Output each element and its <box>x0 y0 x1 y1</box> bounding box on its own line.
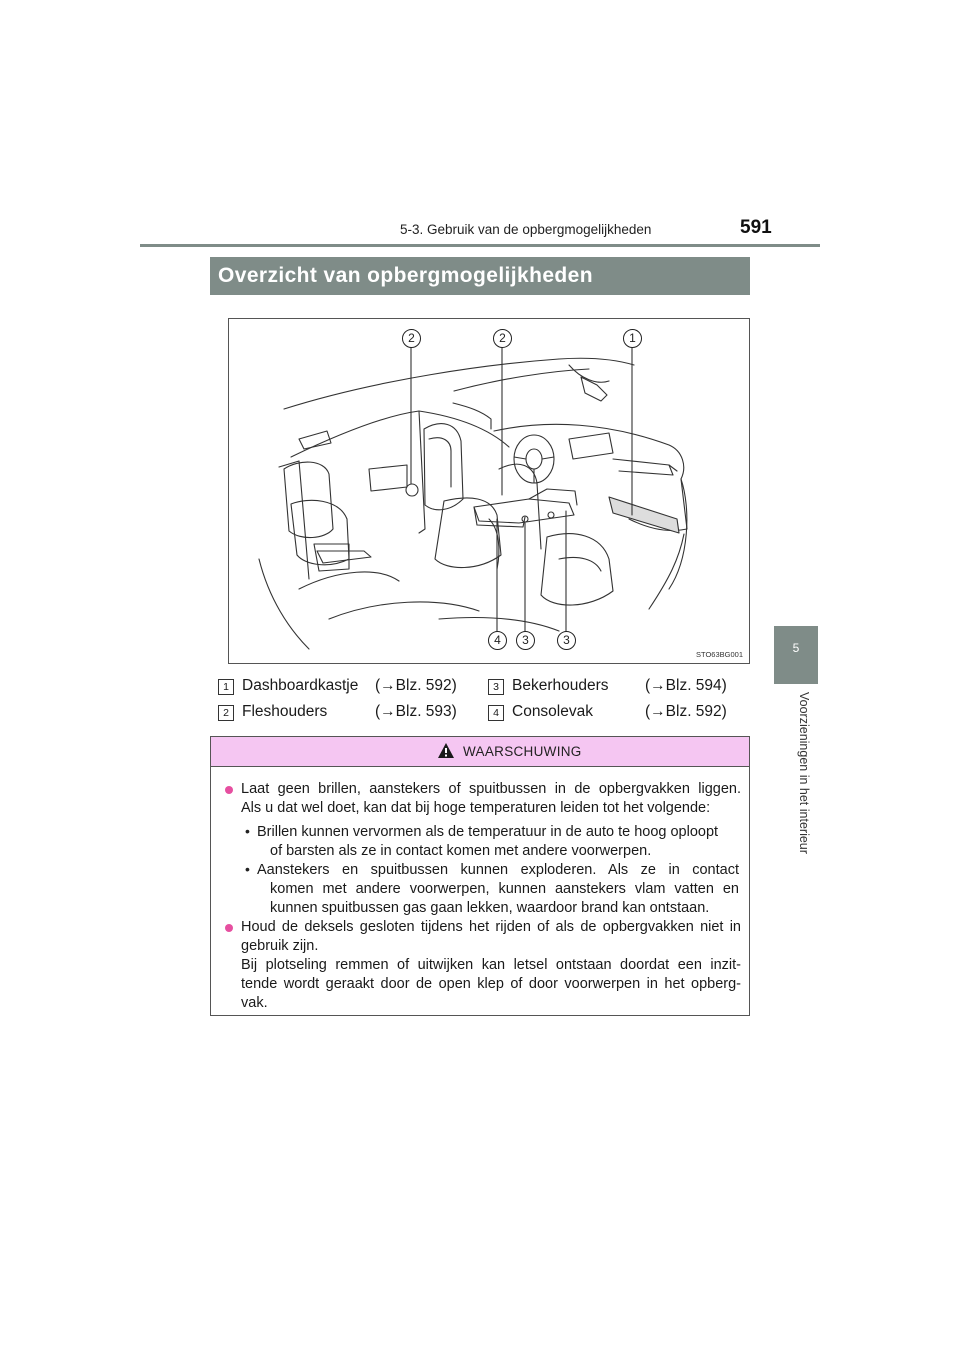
warning-box <box>210 736 750 1016</box>
page-reference[interactable]: (→Blz. 594) <box>645 677 727 694</box>
callout-fleshouders-1: 2 <box>402 329 421 348</box>
page-reference[interactable]: (→Blz. 592) <box>645 703 727 720</box>
legend-number: 4 <box>488 705 504 721</box>
bullet-icon <box>225 786 233 794</box>
legend-label: Dashboardkastje <box>242 677 359 694</box>
section-heading: 5-3. Gebruik van de opbergmogelijkheden <box>400 222 652 237</box>
warning-line: komen met andere voorwerpen, kunnen aanstekers vlam vatten en <box>270 881 739 897</box>
page-reference[interactable]: (→Blz. 593) <box>375 703 457 720</box>
warning-line: gebruik zijn. <box>241 938 319 954</box>
warning-line: Laat geen brillen, aanstekers of spuitbussen in de opbergvakken liggen. <box>241 781 741 797</box>
legend-item-fleshouders <box>218 703 468 725</box>
warning-line: vak. <box>241 995 268 1011</box>
warning-line: Bij plotseling remmen of uitwijken kan letsel ontstaan doordat een inzit- <box>241 957 741 973</box>
warning-line: Houd de deksels gesloten tijdens het rijden of als de opbergvakken niet in <box>241 919 741 935</box>
warning-line: tende wordt geraakt door de open klep of door voorwerpen in het opberg- <box>241 976 741 992</box>
interior-illustration <box>228 318 750 664</box>
warning-line: Als u dat wel doet, kan dat bij hoge temperaturen leiden tot het volgende: <box>241 800 711 816</box>
warning-line: of barsten als ze in contact komen met andere voorwerpen. <box>270 843 652 859</box>
car-interior-drawing <box>229 319 749 663</box>
legend-item-consolevak <box>488 703 738 725</box>
warning-line: kunnen spuitbussen gas gaan lekken, waardoor brand kan ontstaan. <box>270 900 710 916</box>
callout-fleshouders-2: 2 <box>493 329 512 348</box>
chapter-tab <box>774 626 818 684</box>
page-number: 591 <box>740 217 772 238</box>
bullet-icon <box>225 924 233 932</box>
callout-dashboardkastje: 1 <box>623 329 642 348</box>
legend-number: 3 <box>488 679 504 695</box>
sub-bullet-icon: • <box>245 823 250 839</box>
warning-header <box>211 737 749 767</box>
page-reference[interactable]: (→Blz. 592) <box>375 677 457 694</box>
warning-triangle-icon <box>437 742 455 759</box>
legend-item-dashboardkastje <box>218 677 468 699</box>
figure-code: STO63BG001 <box>696 650 743 659</box>
warning-line: Aanstekers en spuitbussen kunnen exploderen. Als ze in contact <box>257 862 739 878</box>
warning-line: Brillen kunnen vervormen als de temperatuur in de auto te hoog oploopt <box>257 824 719 840</box>
callout-consolevak: 4 <box>488 631 507 650</box>
legend-label: Bekerhouders <box>512 677 609 694</box>
legend-number: 2 <box>218 705 234 721</box>
page-title: Overzicht van opbergmogelijkheden <box>210 257 750 295</box>
header-divider <box>140 244 820 247</box>
sub-bullet-icon: • <box>245 861 250 877</box>
legend-label: Consolevak <box>512 703 593 720</box>
chapter-number: 5 <box>792 641 800 655</box>
legend-item-bekerhouders <box>488 677 738 699</box>
callout-bekerhouders-2: 3 <box>557 631 576 650</box>
callout-bekerhouders-1: 3 <box>516 631 535 650</box>
chapter-label: Voorzieningen in het interieur <box>797 692 811 854</box>
warning-title: WAARSCHUWING <box>463 744 582 759</box>
legend-label: Fleshouders <box>242 703 328 720</box>
legend-number: 1 <box>218 679 234 695</box>
